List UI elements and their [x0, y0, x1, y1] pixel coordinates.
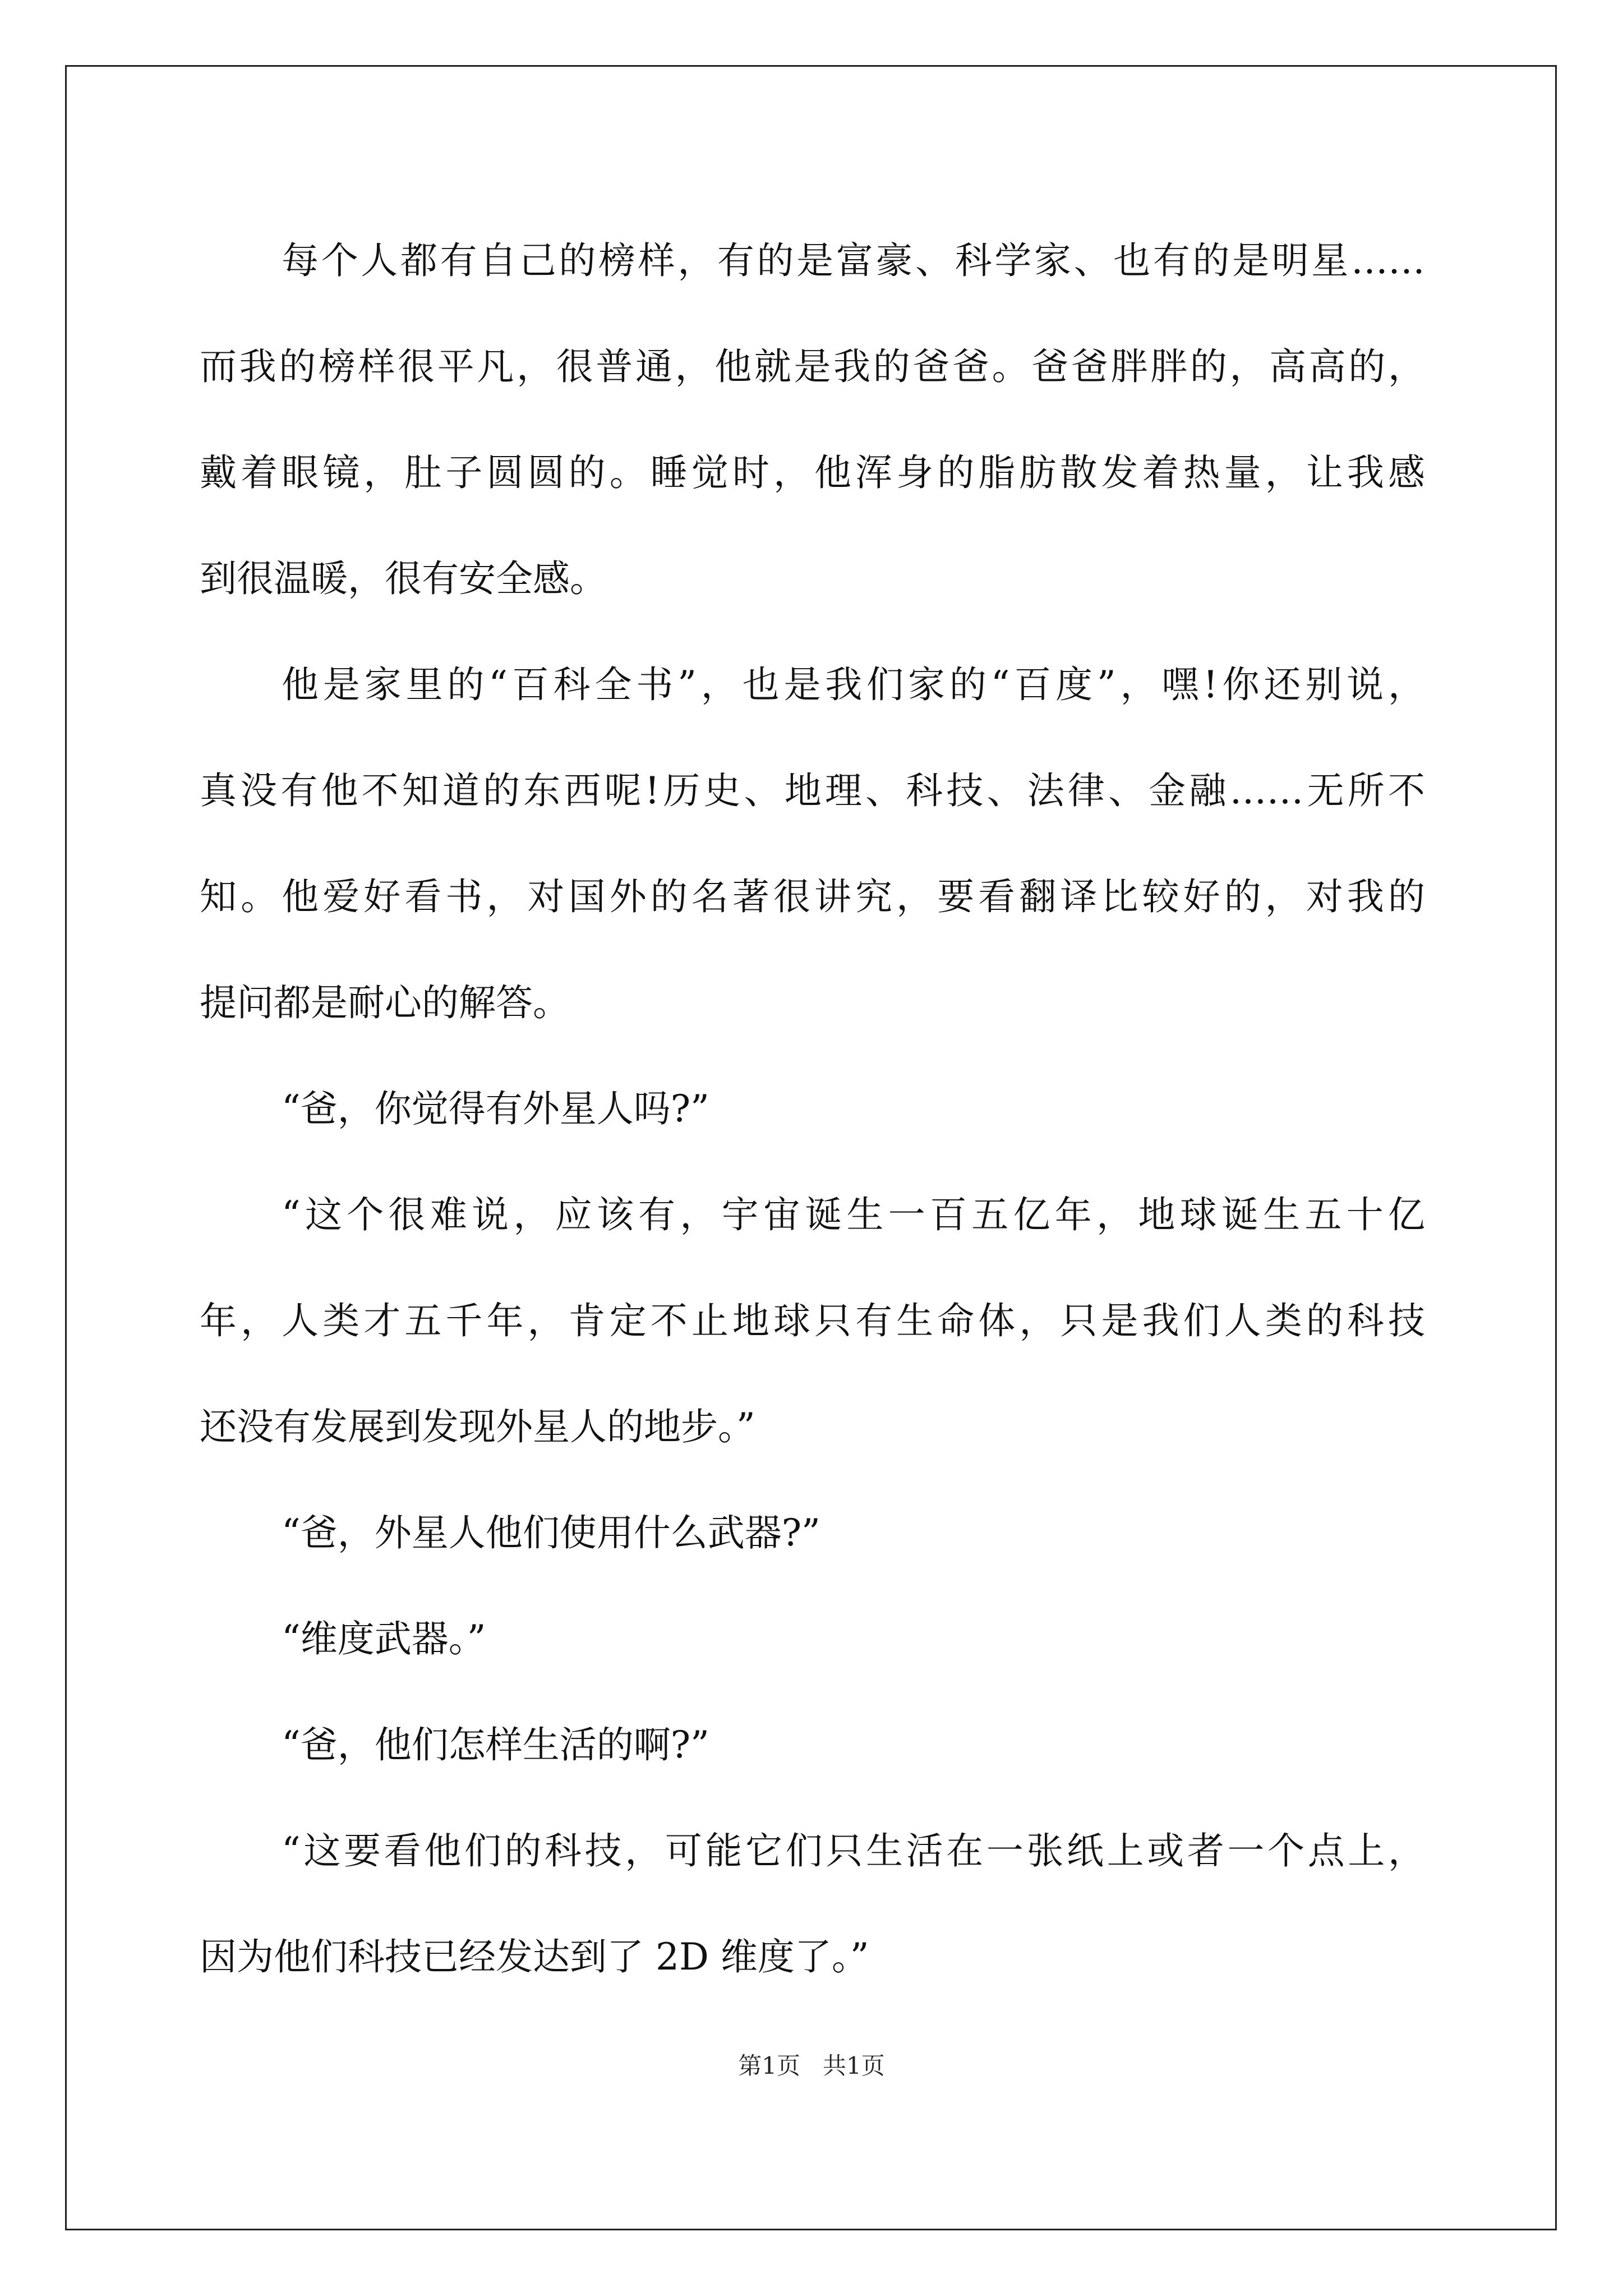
text-line: “维度武器。” — [282, 1617, 486, 1660]
text-line: 他是家里的“百科全书”，也是我们家的“百度”，嘿!你还别说， — [282, 663, 1425, 706]
text-line: 因为他们科技已经发达到了 2D 维度了。” — [200, 1935, 869, 1978]
text-line: “爸，外星人他们使用什么武器?” — [282, 1511, 820, 1554]
page-footer — [0, 2047, 1623, 2081]
text-line: “这要看他们的科技，可能它们只生活在一张纸上或者一个点上， — [282, 1829, 1425, 1872]
text-line: 到很温暖，很有安全感。 — [200, 557, 607, 600]
text-line: “这个很难说，应该有，宇宙诞生一百五亿年，地球诞生五十亿 — [282, 1193, 1425, 1236]
page-total: 共1页 — [823, 2052, 885, 2079]
document-body — [200, 208, 1425, 2010]
text-line: 而我的榜样很平凡，很普通，他就是我的爸爸。爸爸胖胖的，高高的， — [200, 345, 1425, 388]
text-line: 知。他爱好看书，对国外的名著很讲究，要看翻译比较好的，对我的 — [200, 875, 1425, 918]
text-line: 每个人都有自己的榜样，有的是富豪、科学家、也有的是明星…… — [282, 239, 1425, 282]
text-line: 提问都是耐心的解答。 — [200, 981, 570, 1024]
text-line: 真没有他不知道的东西呢!历史、地理、科技、法律、金融……无所不 — [200, 769, 1425, 812]
text-line: “爸，你觉得有外星人吗?” — [282, 1087, 709, 1130]
text-line: 戴着眼镜，肚子圆圆的。睡觉时，他浑身的脂肪散发着热量，让我感 — [200, 451, 1425, 494]
text-line: “爸，他们怎样生活的啊?” — [282, 1723, 709, 1766]
text-line: 还没有发展到发现外星人的地步。” — [200, 1405, 755, 1448]
page-number: 第1页 — [738, 2052, 800, 2079]
text-line: 年，人类才五千年，肯定不止地球只有生命体，只是我们人类的科技 — [200, 1299, 1425, 1342]
